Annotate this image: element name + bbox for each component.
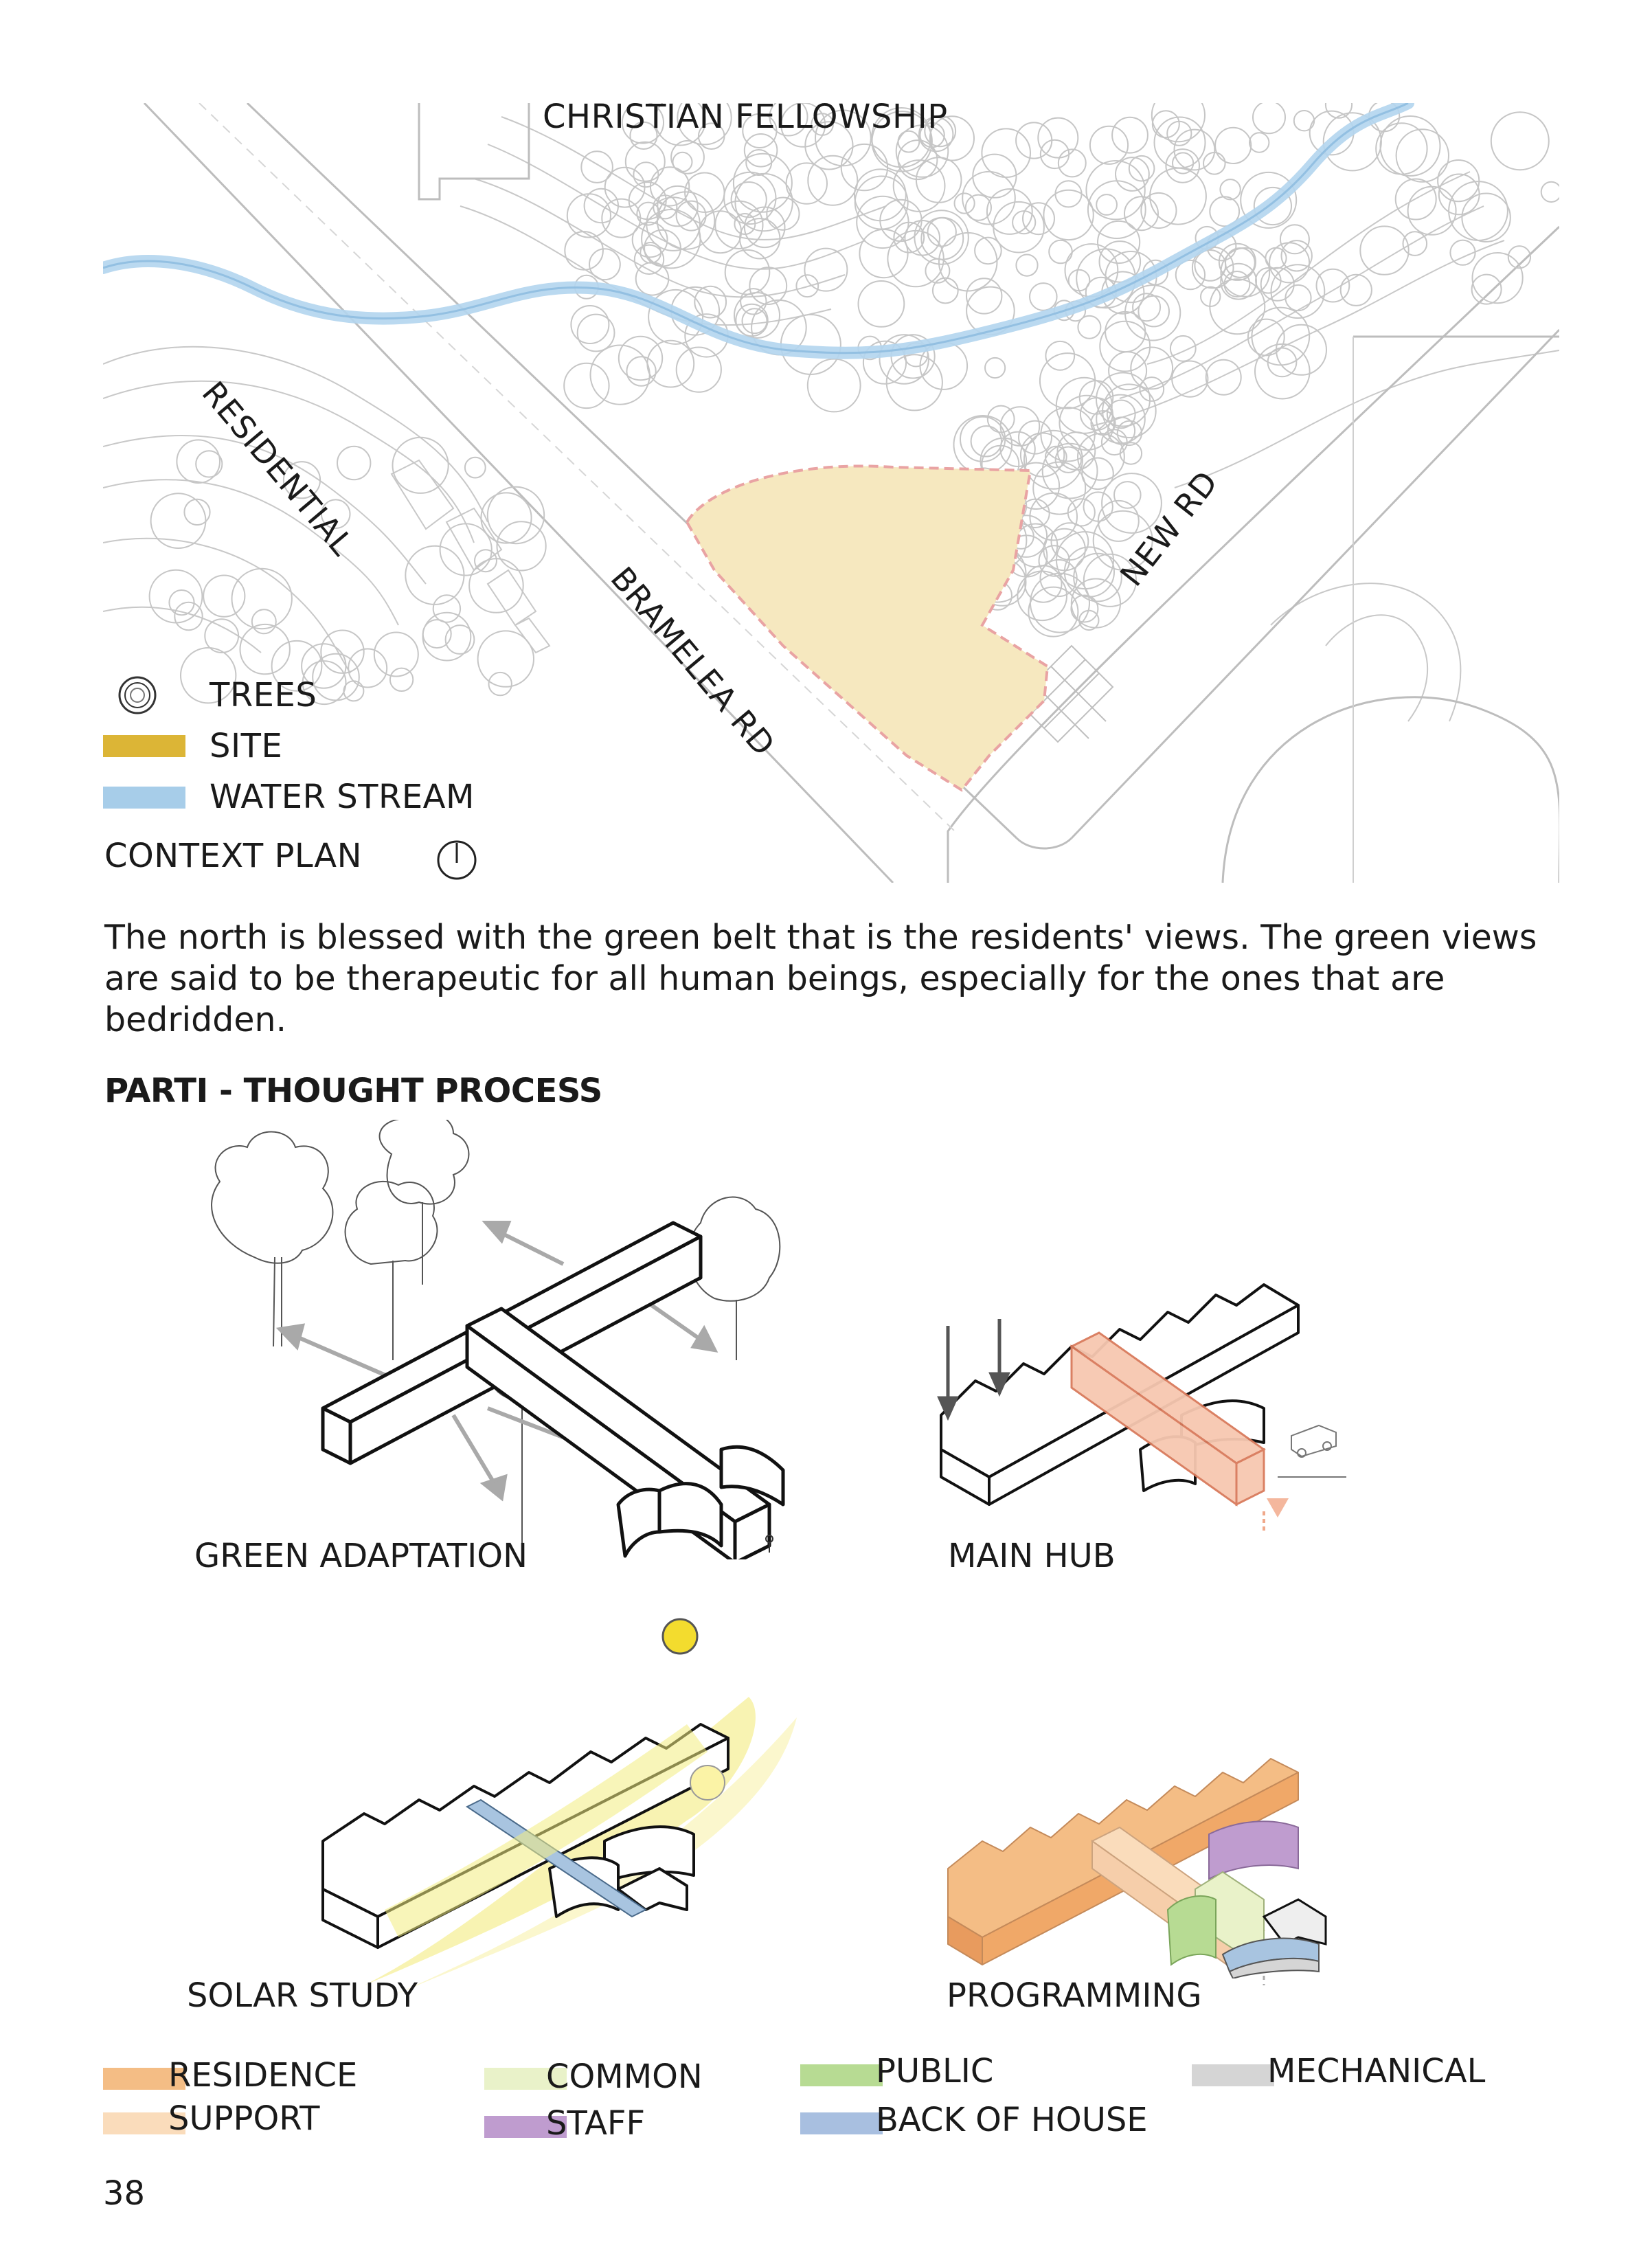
tree-circle (1043, 190, 1093, 240)
green-adaptation-diagram (179, 1120, 797, 1559)
main-hub-diagram (934, 1243, 1374, 1532)
tree-circle (694, 286, 726, 318)
tree-circle (982, 128, 1030, 177)
tree-circle (1090, 126, 1128, 164)
tree-circle (1112, 117, 1148, 153)
back-of-house-piece (1216, 1930, 1326, 1978)
tree-circle (1276, 325, 1326, 375)
site-swatch (103, 735, 185, 757)
solar-study-diagram (302, 1614, 824, 1999)
tree-circle (203, 576, 245, 617)
tree-circle (1473, 253, 1523, 303)
north-arrow-icon (436, 839, 477, 881)
tree-circle (1069, 270, 1090, 291)
tree-circle (184, 499, 210, 525)
tree-circle (1360, 226, 1408, 274)
tree-circle (749, 267, 787, 304)
tree-circle (1055, 181, 1081, 207)
caption-solar-study: SOLAR STUDY (187, 1976, 418, 2015)
legend-water-stream: WATER STREAM (210, 778, 475, 816)
trees-legend-icon (117, 675, 158, 716)
public-swatch (800, 2064, 883, 2086)
tree-circle (933, 278, 958, 304)
tree-circle (196, 451, 222, 477)
tree-circle (1078, 316, 1100, 339)
tree-circle (955, 193, 975, 213)
tree-circle (1206, 360, 1241, 395)
tree-circle (985, 358, 1005, 378)
tree-circle (1000, 432, 1034, 466)
tree-circle (1028, 587, 1078, 637)
tree-circle (1001, 407, 1040, 446)
tree-circle (677, 201, 706, 231)
water-swatch (103, 787, 185, 809)
tree-circle (1078, 433, 1124, 480)
tree-circle (497, 521, 546, 570)
public-massing (1168, 1896, 1216, 1965)
tree-circle (841, 144, 887, 190)
massing-top-cross (467, 1309, 769, 1522)
arrow-down-icon (1264, 1494, 1291, 1522)
tree-circle (465, 458, 486, 478)
tree-circle (1255, 344, 1310, 399)
tree-circle (1269, 243, 1309, 282)
tree-circle (677, 348, 721, 392)
sun-icon (663, 1619, 697, 1654)
tree-circle (855, 169, 906, 221)
tree-circle (921, 218, 963, 260)
tree-circle (252, 609, 276, 633)
tree-circle (743, 308, 767, 333)
label-christian-fellowship: CHRISTIAN FELLOWSHIP (543, 103, 948, 136)
legend-common: COMMON (546, 2057, 703, 2096)
tree-circle (1491, 112, 1549, 170)
tree-circle (859, 229, 907, 278)
tree-circle (1040, 353, 1095, 408)
caption-main-hub: MAIN HUB (948, 1537, 1116, 1575)
tree-circle (804, 249, 847, 291)
tree-circle (405, 546, 464, 605)
tree-circle (1170, 336, 1196, 361)
label-residential: RESIDENTIAL (194, 374, 361, 563)
tree-sketch-2 (380, 1120, 469, 1204)
back-of-house-swatch (800, 2112, 883, 2134)
tree-circle (1024, 431, 1083, 489)
parti-heading: PARTI - THOUGHT PROCESS (104, 1072, 602, 1110)
tree-circle (1038, 118, 1078, 158)
tree-circle (925, 259, 949, 283)
tree-circle (928, 218, 956, 246)
tree-circle (571, 306, 609, 343)
tree-circle (1294, 111, 1314, 131)
tree-circle (1098, 221, 1140, 263)
legend-site: SITE (210, 727, 283, 765)
tree-circle (1100, 322, 1150, 372)
tree-circle (859, 281, 905, 327)
tree-circle (954, 416, 1012, 474)
tree-circle (591, 346, 650, 405)
tree-circle (1317, 269, 1350, 302)
tree-circle (423, 613, 471, 661)
tree-circle (469, 559, 523, 613)
tree-circle (589, 249, 620, 280)
legend-back-of-house: BACK OF HOUSE (876, 2101, 1148, 2139)
tree-circle (1224, 271, 1249, 297)
tree-circle (725, 250, 770, 295)
legend-mechanical: MECHANICAL (1267, 2052, 1486, 2090)
legend-public: PUBLIC (876, 2052, 994, 2090)
tree-circle (1472, 275, 1502, 304)
tree-circle (348, 649, 387, 688)
tree-circle (1074, 554, 1122, 602)
tree-circle (481, 493, 531, 543)
label-bramelea-rd: BRAMELEA RD (603, 560, 783, 763)
legend-trees: TREES (210, 676, 317, 714)
tree-circle (1341, 275, 1372, 306)
tree-circle (205, 619, 238, 653)
tree-circle (1023, 203, 1054, 234)
tree-circle (1049, 240, 1072, 264)
page-number: 38 (103, 2174, 146, 2213)
tree-circle (1215, 128, 1251, 163)
tree-circle (564, 363, 609, 408)
caption-green-adaptation: GREEN ADAPTATION (194, 1537, 528, 1575)
tree-circle (1045, 341, 1074, 370)
tree-circle (1030, 574, 1089, 633)
tree-circle (734, 293, 780, 338)
tree-circle (636, 262, 669, 295)
tree-circle (1096, 194, 1117, 215)
tree-circle (1150, 168, 1206, 225)
tree-circle (393, 438, 449, 493)
tree-circle (626, 357, 655, 385)
context-plan-map (103, 103, 1559, 883)
tree-circle (808, 359, 861, 412)
tree-circle (150, 570, 203, 623)
tree-circle (993, 202, 1044, 253)
tree-circle (767, 198, 799, 230)
tree-circle (1249, 133, 1269, 152)
tree-circle (567, 194, 611, 237)
tree-circle (1138, 296, 1169, 327)
label-new-rd: NEW RD (1113, 463, 1225, 594)
tree-circle (1114, 482, 1141, 508)
tree-circle (1541, 182, 1559, 202)
tree-circle (578, 315, 615, 352)
tree-circle (1450, 240, 1475, 265)
context-plan-title: CONTEXT PLAN (104, 837, 362, 875)
tree-circle (973, 155, 1016, 198)
legend-residence: RESIDENCE (168, 2056, 358, 2095)
tree-circle (1016, 122, 1052, 158)
tree-circle (1403, 232, 1427, 256)
tree-circle (433, 595, 460, 622)
tree-circle (1030, 283, 1057, 311)
tree-circle (916, 157, 962, 203)
tree-circle (1016, 255, 1037, 276)
tree-sketch-1 (212, 1132, 332, 1263)
legend-support: SUPPORT (168, 2099, 320, 2138)
tree-circle (1462, 194, 1510, 242)
tree-circle (581, 151, 613, 183)
tree-circle (232, 569, 292, 629)
legend-staff: STAFF (546, 2104, 646, 2143)
tree-circle (478, 631, 534, 686)
tree-circle (337, 447, 370, 480)
staff-massing (1209, 1821, 1298, 1879)
tree-circle (240, 624, 290, 674)
tree-circle (1059, 149, 1086, 177)
tree-circle (1253, 103, 1285, 133)
tree-circle (1285, 285, 1311, 311)
description-paragraph: The north is blessed with the green belt that is the residents' views. The green views are said to be therapeutic for all human beings, especially for the ones that are bedridden. (104, 918, 1537, 1039)
caption-programming: PROGRAMMING (947, 1976, 1202, 2015)
mechanical-swatch (1192, 2064, 1274, 2086)
